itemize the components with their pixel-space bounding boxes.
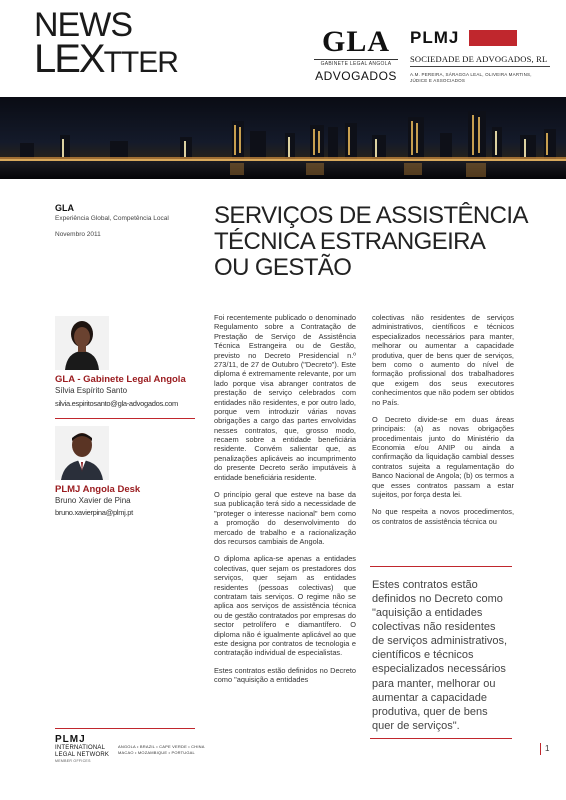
plmj-mark: PLMJ [410, 28, 460, 47]
gla-subtitle: GABINETE LEGAL ANGOLA [314, 59, 398, 67]
plmj-society: SOCIEDADE DE ADVOGADOS, RL [410, 54, 550, 67]
skyline-illustration [0, 97, 566, 179]
issue-date: Novembro 2011 [55, 231, 101, 238]
contact-card [55, 426, 195, 526]
pullquote-top-rule [370, 566, 512, 567]
article-column-2 [372, 313, 514, 534]
paragraph: O diploma aplica-se apenas a entidades colectivas, quer sejam os prestadores dos serviços, quer sejam as entidades residentes (pessoas colectivas) que contratam tais serviços. O regime não se aplica aos serviços de assistência técnica ou de gestão contratados por empresas do sector petrolífero e diamantífero. O diploma não é igualmente aplicável ao que este designa por contratos de tecnologia e contratação individual de especialistas. [214, 554, 356, 658]
headline-line: OU GESTÃO [214, 253, 352, 281]
plmj-partner-names: A.M. PEREIRA, SÁRAGGA LEAL, OLIVEIRA MARTINS, JÚDICE E ASSOCIADOS [410, 72, 532, 83]
article-headline [214, 203, 534, 281]
footer-countries [118, 744, 208, 755]
city-skyline-banner [0, 97, 566, 179]
footer-members: MEMBER OFFICES [55, 759, 91, 764]
newsletter-title [34, 6, 178, 82]
paragraph: colectivas não residentes de serviços administrativos, científicos e técnicos especializados necessários para manter, melhorar ou aumentar a capacidade produtiva, quer de bens quer de serviços, bem como o aumento do nível de formação profissional dos trabalhadores que exigem dos seus executores conhecimentos que não podem ser obtidos no País. [372, 313, 514, 407]
avatar [55, 426, 109, 480]
headline-line: SERVIÇOS DE ASSISTÊNCIA [214, 202, 528, 229]
contact-person: Sílvia Espírito Santo [55, 386, 128, 395]
paragraph: Estes contratos estão definidos no Decreto como "aquisição a entidades [214, 665, 356, 685]
paragraph: O princípio geral que esteve na base da sua publicação terá sido a necessidade de "proteger o interesse nacional" bem como a promoção do desenvolvimento do mercado de trabalho e a racionalização dos recursos cambiais de Angola. [214, 490, 356, 546]
paragraph: Foi recentemente publicado o denominado Regulamento sobre a Contratação de Prestação de Serviço de Assistência Técnica Estrangeira ou de Gestão, previsto no Decreto Presidencial n.º 273/11, de 27 de Outubro ("Decreto"). Este diploma é extremamente relevante, por um lado porque visa abranger contratos de prestação de serviço celebrados com entidades não residentes, e por outro lado, porque vem introduzir várias novas obrigações a cargo das partes envolvidas nesses contratos, que, grosso modo, recaem sobre a entidade beneficiária residente. Convém salientar que, as penalizações aplicáveis ao incumprimento do presente Decreto serão imputáveis à entidade beneficiária residente. [214, 313, 356, 482]
contact-email-link[interactable]: bruno.xavierpina@plmj.pt [55, 508, 133, 517]
contact-person: Bruno Xavier de Pina [55, 496, 131, 505]
contact-org: PLMJ Angola Desk [55, 484, 141, 495]
paragraph: O Decreto divide-se em duas áreas principais: (a) as novas obrigações procedimentais junto do Ministério da Economia e/ou ANIP ou ainda a confirmação da liquidação cambial desses contratos sujeita a regulamentação do Banco Nacional de Angola; (b) os termos a que esses contratos passam a estar sujeitos, por força desta lei. [372, 414, 514, 500]
plmj-logo [410, 28, 550, 84]
footer-international: INTERNATIONAL [55, 745, 106, 751]
title-line-2 [34, 37, 178, 82]
page-number: 1 [545, 744, 550, 753]
title-line-2-small: TTER [103, 46, 178, 80]
plmj-red-block [469, 30, 517, 46]
page-number-bar [540, 743, 541, 755]
footer-countries-2: MACAO • MOZAMBIQUE • PORTUGAL [118, 749, 195, 755]
contact-photo-avatar [55, 316, 109, 370]
contact-org: GLA - Gabinete Legal Angola [55, 374, 186, 385]
plmj-international-logo [55, 735, 205, 763]
pullquote-bottom-rule [370, 738, 512, 739]
masthead [0, 0, 566, 95]
title-line-2-big: LEX [34, 37, 104, 82]
sidebar-header [55, 203, 215, 238]
divider [55, 728, 195, 729]
paragraph: No que respeita a novos procedimentos, os contratos de assistência técnica ou [372, 507, 514, 526]
footer-countries-1: ANGOLA • BRAZIL • CAPE VERDE • CHINA [118, 744, 205, 749]
title-line-1: NEWS [34, 6, 132, 44]
footer-legal-network: LEGAL NETWORK [55, 751, 110, 758]
contact-card [55, 316, 195, 416]
gla-mark: GLA [321, 25, 390, 58]
footer-plmj: PLMJ [55, 734, 86, 745]
sidebar-title: GLA [55, 203, 74, 213]
avatar [55, 316, 109, 370]
gla-advogados: ADVOGADOS [315, 69, 397, 83]
article-column-1 [214, 313, 356, 692]
headline-line: TÉCNICA ESTRANGEIRA [214, 227, 486, 255]
divider [55, 418, 195, 419]
pull-quote: Estes contratos estão definidos no Decreto como "aquisição a entidades colectivas não residentes de serviços administrativos, científicos e técnicos especializados necessários para manter, melhorar ou aumentar a capacidade produtiva, quer de bens quer de serviços". [372, 579, 508, 732]
contact-photo-avatar [55, 426, 109, 480]
sidebar-tagline: Experiência Global, Competência Local [55, 215, 169, 222]
contact-email-link[interactable]: silvia.espiritosanto@gla-advogados.com [55, 399, 178, 408]
gla-logo [314, 27, 398, 83]
